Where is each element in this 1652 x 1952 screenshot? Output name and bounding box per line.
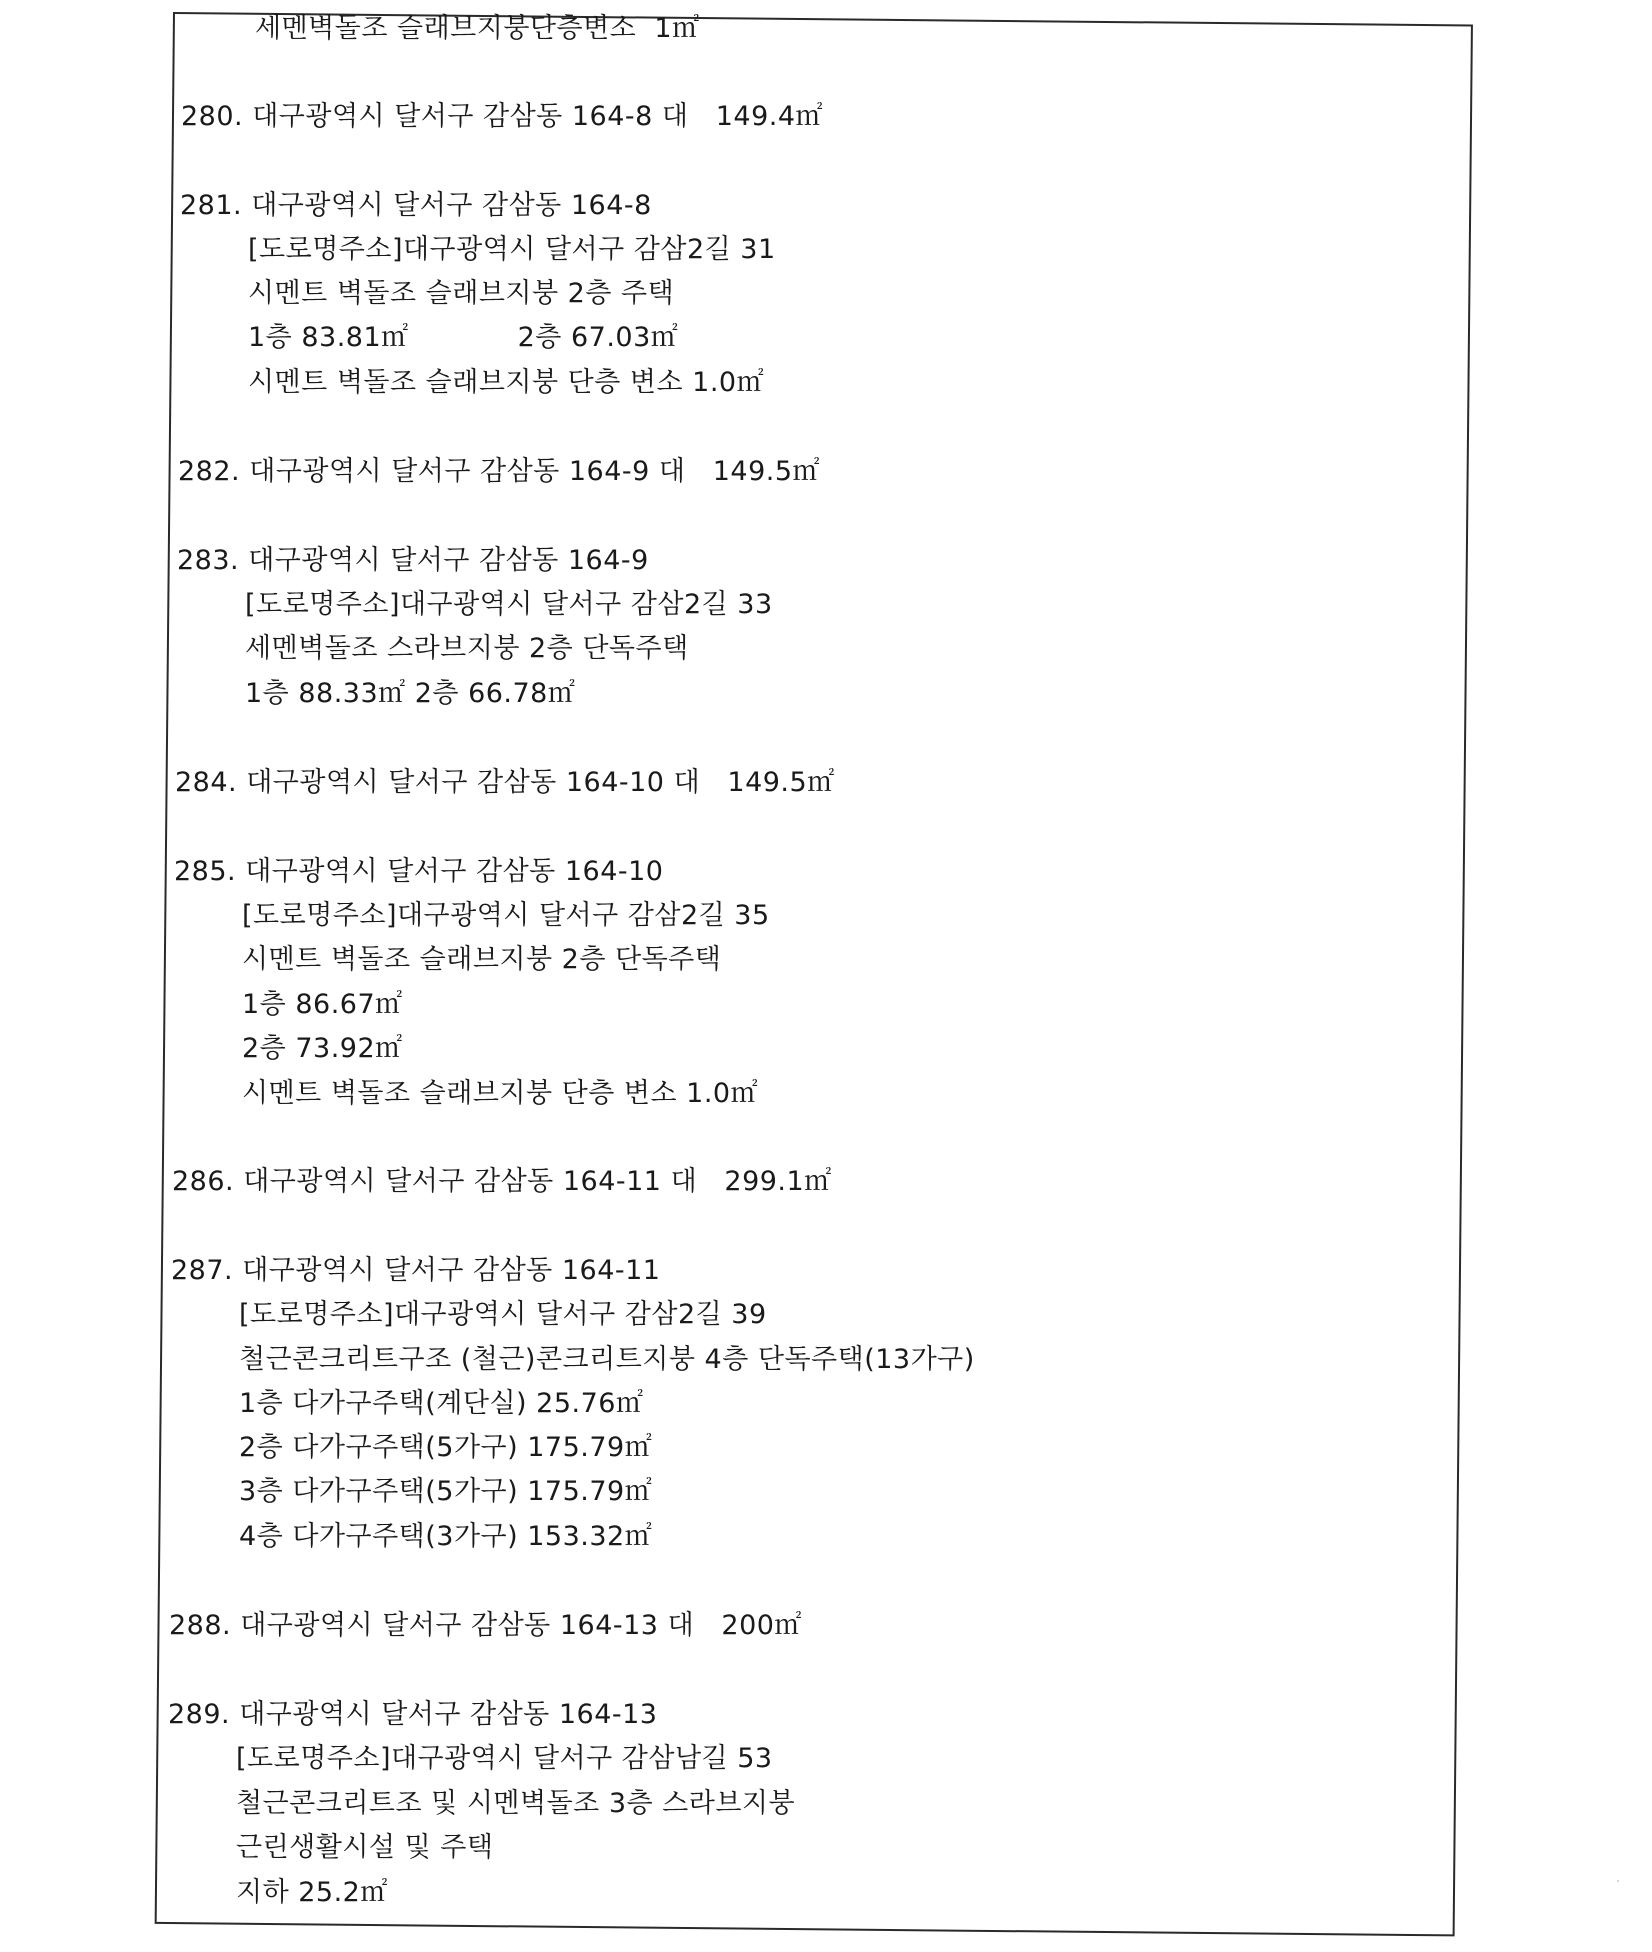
entry-281-floor-areas: 1층 83.81㎡ 2층 67.03㎡ bbox=[248, 322, 679, 353]
entry-289-basement: 지하 25.2㎡ bbox=[236, 1877, 388, 1908]
entry-285: 285. 대구광역시 달서구 감삼동 164-10 bbox=[174, 856, 664, 887]
entry-285-annex: 시멘트 벽돌조 슬래브지붕 단층 변소 1.0㎡ bbox=[242, 1078, 759, 1109]
entry-287-road-address: [도로명주소]대구광역시 달서구 감삼2길 39 bbox=[239, 1299, 767, 1330]
entry-281-structure: 시멘트 벽돌조 슬래브지붕 2층 주택 bbox=[248, 278, 675, 309]
entry-287: 287. 대구광역시 달서구 감삼동 164-11 bbox=[171, 1255, 661, 1286]
entry-285-structure: 시멘트 벽돌조 슬래브지붕 2층 단독주택 bbox=[242, 944, 722, 975]
entry-280: 280. 대구광역시 달서구 감삼동 164-8 대 149.4㎡ bbox=[181, 101, 824, 132]
entry-281: 281. 대구광역시 달서구 감삼동 164-8 bbox=[180, 190, 652, 221]
entry-287-floor-3: 3층 다가구주택(5가구) 175.79㎡ bbox=[239, 1476, 653, 1507]
entry-287-floor-1: 1층 다가구주택(계단실) 25.76㎡ bbox=[239, 1388, 644, 1419]
entry-281-road-address: [도로명주소]대구광역시 달서구 감삼2길 31 bbox=[248, 234, 776, 265]
entry-285-road-address: [도로명주소]대구광역시 달서구 감삼2길 35 bbox=[242, 900, 770, 931]
scan-speck bbox=[1617, 1880, 1619, 1882]
entry-287-structure: 철근콘크리트구조 (철근)콘크리트지붕 4층 단독주택(13가구) bbox=[239, 1344, 975, 1375]
entry-282: 282. 대구광역시 달서구 감삼동 164-9 대 149.5㎡ bbox=[178, 456, 821, 487]
entry-285-floor-2: 2층 73.92㎡ bbox=[242, 1033, 403, 1064]
entry-285-floor-1: 1층 86.67㎡ bbox=[242, 989, 403, 1020]
continuation-line: 세멘벽돌조 슬래브지붕단층변소 1㎡ bbox=[255, 13, 700, 44]
entry-283-floor-areas: 1층 88.33㎡ 2층 66.78㎡ bbox=[245, 678, 576, 709]
entry-284: 284. 대구광역시 달서구 감삼동 164-10 대 149.5㎡ bbox=[175, 767, 835, 798]
entry-281-annex: 시멘트 벽돌조 슬래브지붕 단층 변소 1.0㎡ bbox=[248, 367, 765, 398]
entry-288: 288. 대구광역시 달서구 감삼동 164-13 대 200㎡ bbox=[169, 1610, 802, 1641]
entry-289-structure: 철근콘크리트조 및 시멘벽돌조 3층 스라브지붕 bbox=[236, 1788, 796, 1819]
entry-289-use: 근린생활시설 및 주택 bbox=[236, 1832, 494, 1863]
entry-286: 286. 대구광역시 달서구 감삼동 164-11 대 299.1㎡ bbox=[172, 1166, 832, 1197]
entry-287-floor-4: 4층 다가구주택(3가구) 153.32㎡ bbox=[239, 1521, 653, 1552]
entry-283-road-address: [도로명주소]대구광역시 달서구 감삼2길 33 bbox=[245, 589, 773, 620]
entry-283: 283. 대구광역시 달서구 감삼동 164-9 bbox=[177, 545, 649, 576]
entry-283-structure: 세멘벽돌조 스라브지붕 2층 단독주택 bbox=[245, 633, 689, 664]
entry-289-road-address: [도로명주소]대구광역시 달서구 감삼남길 53 bbox=[236, 1743, 773, 1774]
entry-289: 289. 대구광역시 달서구 감삼동 164-13 bbox=[168, 1699, 658, 1730]
entry-287-floor-2: 2층 다가구주택(5가구) 175.79㎡ bbox=[239, 1432, 653, 1463]
